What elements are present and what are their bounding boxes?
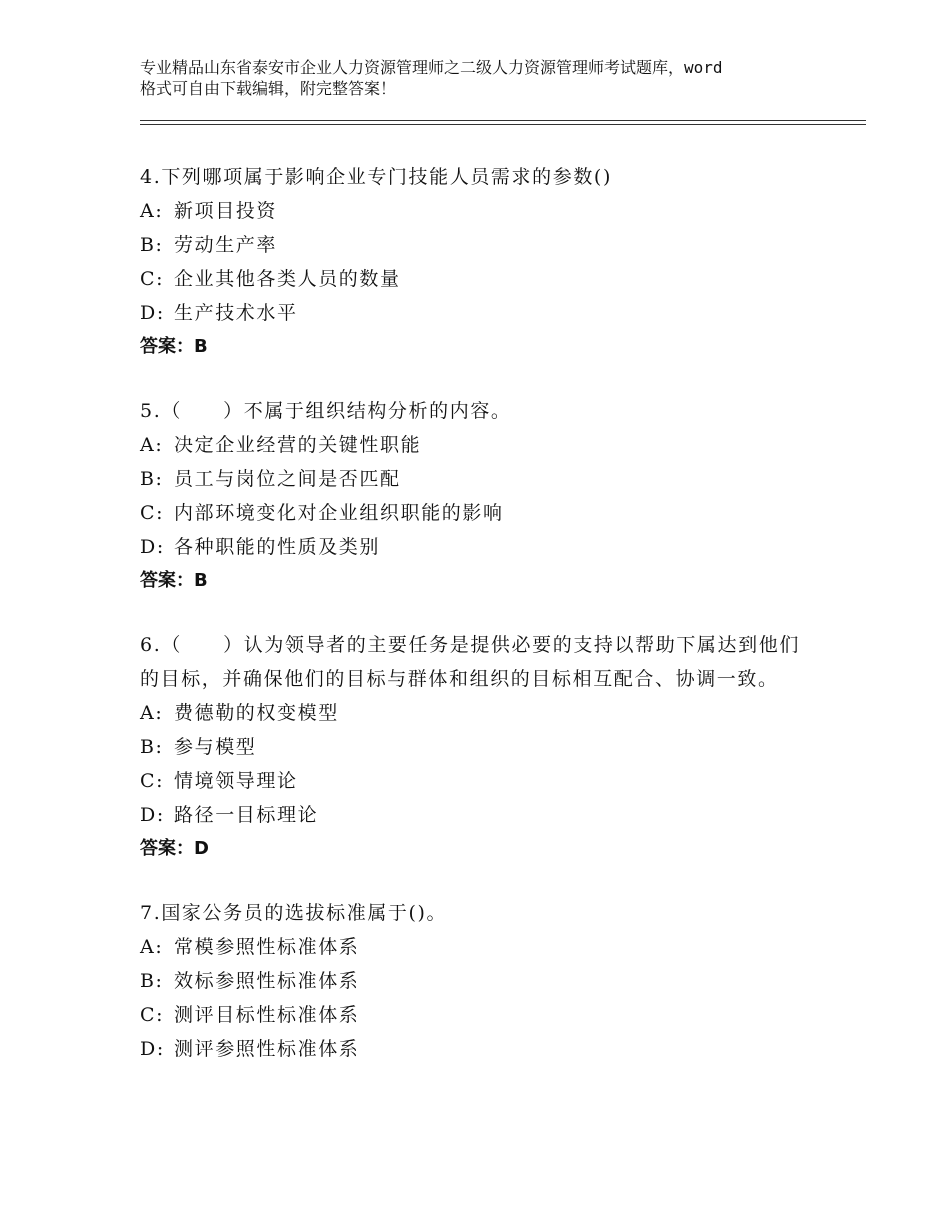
option-text: 企业其他各类人员的数量 <box>174 268 401 290</box>
option-b <box>140 462 820 496</box>
option-a <box>140 428 820 462</box>
option-text: 劳动生产率 <box>174 234 278 256</box>
option-letter: D: <box>140 1038 165 1060</box>
option-text: 费德勒的权变模型 <box>174 702 339 724</box>
question-7 <box>140 896 820 1066</box>
option-letter: A: <box>140 200 164 222</box>
option-text: 效标参照性标准体系 <box>174 970 360 992</box>
option-text: 测评参照性标准体系 <box>174 1038 360 1060</box>
option-text: 各种职能的性质及类别 <box>174 536 381 558</box>
document-header <box>140 57 840 99</box>
option-letter: A: <box>140 434 164 456</box>
question-stem: 7.国家公务员的选拔标准属于()。 <box>140 902 448 924</box>
option-text: 情境领导理论 <box>174 770 298 792</box>
option-text: 参与模型 <box>174 736 257 758</box>
option-text: 员工与岗位之间是否匹配 <box>174 468 401 490</box>
option-c <box>140 764 820 798</box>
option-d <box>140 1032 820 1066</box>
option-text: 常模参照性标准体系 <box>174 936 360 958</box>
option-d <box>140 798 820 832</box>
question-stem: 5.（ ）不属于组织结构分析的内容。 <box>140 400 512 422</box>
option-b <box>140 228 820 262</box>
option-letter: C: <box>140 1004 165 1026</box>
question-stem: 6.（ ）认为领导者的主要任务是提供必要的支持以帮助下属达到他们的目标，并确保他们的目标与群体和组织的目标相互配合、协调一致。 <box>140 634 800 690</box>
option-letter: A: <box>140 702 164 724</box>
answer-line: 答案：B <box>140 336 208 357</box>
option-text: 内部环境变化对企业组织职能的影响 <box>174 502 504 524</box>
option-letter: C: <box>140 770 165 792</box>
question-6 <box>140 628 820 866</box>
option-c <box>140 998 820 1032</box>
option-d <box>140 296 820 330</box>
option-letter: B: <box>140 468 164 490</box>
question-5 <box>140 394 820 598</box>
header-divider-top <box>140 120 866 121</box>
option-c <box>140 262 820 296</box>
option-a <box>140 930 820 964</box>
option-text: 路径一目标理论 <box>174 804 319 826</box>
option-letter: B: <box>140 970 164 992</box>
option-letter: B: <box>140 234 164 256</box>
option-text: 生产技术水平 <box>174 302 298 324</box>
option-letter: C: <box>140 502 165 524</box>
question-list <box>140 160 820 1096</box>
option-d <box>140 530 820 564</box>
answer-line: 答案：D <box>140 838 209 859</box>
option-letter: C: <box>140 268 165 290</box>
option-a <box>140 696 820 730</box>
option-text: 测评目标性标准体系 <box>174 1004 360 1026</box>
header-divider-bottom <box>140 124 866 125</box>
option-text: 决定企业经营的关键性职能 <box>174 434 422 456</box>
answer-line: 答案：B <box>140 570 208 591</box>
option-letter: B: <box>140 736 164 758</box>
option-letter: D: <box>140 804 165 826</box>
option-letter: D: <box>140 302 165 324</box>
question-4 <box>140 160 820 364</box>
option-b <box>140 730 820 764</box>
option-letter: D: <box>140 536 165 558</box>
header-line-1: 专业精品山东省泰安市企业人力资源管理师之二级人力资源管理师考试题库，word <box>140 58 723 77</box>
option-a <box>140 194 820 228</box>
question-stem: 4.下列哪项属于影响企业专门技能人员需求的参数() <box>140 166 612 188</box>
header-line-2: 格式可自由下载编辑，附完整答案！ <box>140 79 397 98</box>
option-letter: A: <box>140 936 164 958</box>
option-b <box>140 964 820 998</box>
option-c <box>140 496 820 530</box>
option-text: 新项目投资 <box>174 200 278 222</box>
